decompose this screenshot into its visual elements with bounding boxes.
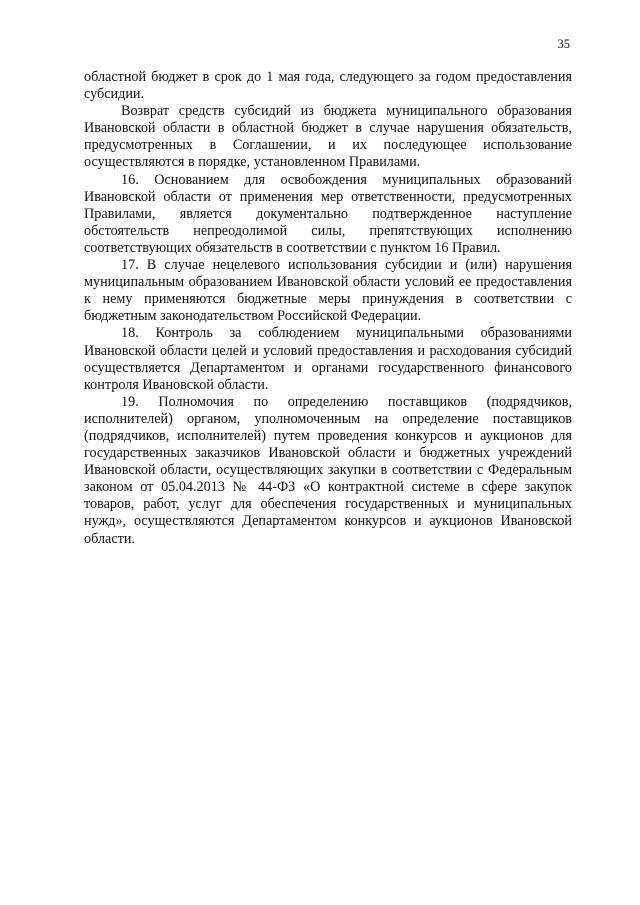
paragraph-item-19: 19. Полномочия по определению поставщиков (подрядчиков, исполнителей) органом, уполномоченным на определение поставщиков (подрядчиков, исполнителей) путем проведения конкурсов и аукционов для государственных заказчиков Ивановской области и бюджетных учреждений Ивановской области, осуществляющих закупки в соответствии с Федеральным законом от 05.04.2013 № 44-ФЗ «О контрактной системе в сфере закупок товаров, работ, услуг для обеспечения государственных и муниципальных нужд», осуществляются Департаментом конкурсов и аукционов Ивановской области. bbox=[84, 393, 572, 547]
document-body bbox=[84, 69, 572, 548]
paragraph-item-17: 17. В случае нецелевого использования субсидии и (или) нарушения муниципальным образованием Ивановской области условий ее предоставления к нему применяются бюджетные меры принуждения в соответствии с бюджетным законодательством Российской Федерации. bbox=[84, 257, 572, 325]
paragraph-subsidy-return: Возврат средств субсидий из бюджета муниципального образования Ивановской области в областной бюджет в случае нарушения обязательств, предусмотренных в Соглашении, и их последующее использование осуществляются в порядке, установленном Правилами. bbox=[84, 103, 572, 171]
paragraph-item-16: 16. Основанием для освобождения муниципальных образований Ивановской области от применения мер ответственности, предусмотренных Правилами, является документально подтвержденное наступление обстоятельств непреодолимой силы, препятствующих исполнению соответствующих обязательств в соответствии с пунктом 16 Правил. bbox=[84, 171, 572, 256]
page-number: 35 bbox=[557, 37, 570, 51]
paragraph-continuation: областной бюджет в срок до 1 мая года, следующего за годом предоставления субсидии. bbox=[84, 69, 572, 103]
paragraph-item-18: 18. Контроль за соблюдением муниципальными образованиями Ивановской области целей и условий предоставления и расходования субсидий осуществляется Департаментом и органами государственного финансового контроля Ивановской области. bbox=[84, 325, 572, 393]
